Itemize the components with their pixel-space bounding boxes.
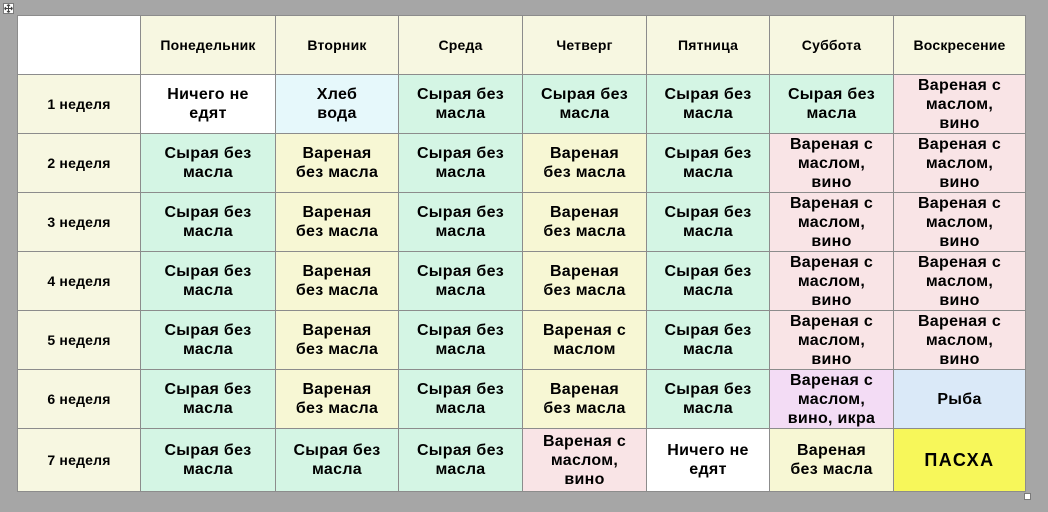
table-row <box>18 134 1026 193</box>
menu-cell-text: Вареная с маслом, вино <box>917 135 1002 191</box>
menu-cell-text: Сырая без масла <box>416 263 505 299</box>
menu-cell[interactable] <box>399 311 523 370</box>
menu-cell[interactable] <box>523 75 647 134</box>
menu-cell[interactable] <box>647 429 770 492</box>
menu-cell[interactable] <box>894 429 1026 492</box>
menu-cell-text: Сырая без масла <box>416 204 505 240</box>
menu-cell[interactable] <box>276 193 399 252</box>
menu-cell-text: Сырая без масла <box>664 145 752 181</box>
menu-cell[interactable] <box>770 311 894 370</box>
day-header-wednesday[interactable]: Среда <box>399 16 523 75</box>
menu-cell-text: Вареная с маслом, вино <box>789 253 874 309</box>
week-label-cell[interactable]: 5 неделя <box>18 311 141 370</box>
week-label-cell[interactable]: 1 неделя <box>18 75 141 134</box>
menu-cell-text: Вареная с маслом, вино <box>917 76 1002 132</box>
menu-cell-text: Сырая без масла <box>164 204 252 240</box>
menu-cell[interactable] <box>523 311 647 370</box>
move-arrows-icon <box>4 4 13 13</box>
menu-cell-text: Сырая без масла <box>664 86 752 122</box>
menu-cell[interactable] <box>276 311 399 370</box>
table-row <box>18 252 1026 311</box>
menu-cell[interactable] <box>141 134 276 193</box>
day-header-tuesday[interactable]: Вторник <box>276 16 399 75</box>
fasting-schedule-table <box>17 15 1026 492</box>
corner-cell[interactable] <box>18 16 141 75</box>
menu-cell[interactable] <box>647 75 770 134</box>
menu-cell[interactable] <box>894 252 1026 311</box>
menu-cell[interactable] <box>894 193 1026 252</box>
menu-cell[interactable] <box>647 311 770 370</box>
menu-cell[interactable] <box>770 252 894 311</box>
menu-cell-text: Сырая без масла <box>664 322 752 358</box>
menu-cell[interactable] <box>276 75 399 134</box>
menu-cell-text: Вареная с маслом, вино <box>917 312 1002 368</box>
menu-cell-text: Вареная без масла <box>295 204 379 240</box>
menu-cell[interactable] <box>523 193 647 252</box>
menu-cell[interactable] <box>770 370 894 429</box>
menu-cell-text: ПАСХА <box>924 449 995 470</box>
menu-cell[interactable] <box>141 370 276 429</box>
menu-cell-text: Вареная без масла <box>295 322 379 358</box>
header-row <box>18 16 1026 75</box>
menu-cell-text: Хлеб вода <box>316 86 358 122</box>
table-row <box>18 370 1026 429</box>
menu-cell[interactable] <box>647 370 770 429</box>
menu-cell[interactable] <box>141 252 276 311</box>
week-label-cell[interactable]: 4 неделя <box>18 252 141 311</box>
menu-cell-text: Сырая без масла <box>664 263 752 299</box>
menu-cell-text: Сырая без масла <box>293 442 381 478</box>
menu-cell-text: Ничего не едят <box>167 86 249 122</box>
menu-cell[interactable] <box>276 134 399 193</box>
table-resize-handle-icon[interactable] <box>1024 493 1031 500</box>
table-row <box>18 429 1026 492</box>
menu-cell[interactable] <box>770 75 894 134</box>
menu-cell[interactable] <box>141 193 276 252</box>
table-row <box>18 311 1026 370</box>
menu-cell-text: Сырая без масла <box>416 442 505 478</box>
menu-cell[interactable] <box>141 75 276 134</box>
menu-cell[interactable] <box>894 134 1026 193</box>
menu-cell[interactable] <box>647 252 770 311</box>
menu-cell-text: Вареная без масла <box>543 204 626 240</box>
menu-cell-text: Сырая без масла <box>416 86 505 122</box>
menu-cell-text: Сырая без масла <box>164 322 252 358</box>
menu-cell-text: Сырая без масла <box>664 204 752 240</box>
menu-cell[interactable] <box>523 370 647 429</box>
day-header-friday[interactable]: Пятница <box>647 16 770 75</box>
table-row <box>18 193 1026 252</box>
menu-cell[interactable] <box>276 252 399 311</box>
menu-cell-text: Сырая без масла <box>416 381 505 417</box>
menu-cell[interactable] <box>523 429 647 492</box>
menu-cell-text: Ничего не едят <box>667 442 749 478</box>
menu-cell[interactable] <box>399 252 523 311</box>
menu-cell-text: Сырая без масла <box>164 145 252 181</box>
menu-cell[interactable] <box>647 193 770 252</box>
menu-cell[interactable] <box>399 134 523 193</box>
menu-cell[interactable] <box>276 370 399 429</box>
menu-cell[interactable] <box>399 193 523 252</box>
menu-cell-text: Рыба <box>937 390 982 408</box>
menu-cell-text: Сырая без масла <box>664 381 752 417</box>
menu-cell-text: Вареная без масла <box>543 145 626 181</box>
day-header-monday[interactable]: Понедельник <box>141 16 276 75</box>
menu-cell-text: Сырая без масла <box>164 263 252 299</box>
menu-cell[interactable] <box>141 429 276 492</box>
menu-cell-text: Сырая без масла <box>540 86 629 122</box>
menu-cell[interactable] <box>894 311 1026 370</box>
menu-cell-text: Вареная без масла <box>295 145 379 181</box>
menu-cell-text: Вареная без масла <box>543 381 626 417</box>
menu-cell-text: Вареная с маслом, вино <box>917 194 1002 250</box>
menu-cell[interactable] <box>399 75 523 134</box>
menu-cell-text: Вареная с маслом, вино <box>789 312 874 368</box>
week-label-cell[interactable]: 6 неделя <box>18 370 141 429</box>
menu-cell[interactable] <box>276 429 399 492</box>
day-header-thursday[interactable]: Четверг <box>523 16 647 75</box>
menu-cell[interactable] <box>647 134 770 193</box>
menu-cell[interactable] <box>770 134 894 193</box>
menu-cell-text: Сырая без масла <box>416 145 505 181</box>
week-label-cell[interactable]: 2 неделя <box>18 134 141 193</box>
menu-cell[interactable] <box>399 429 523 492</box>
menu-cell-text: Сырая без масла <box>416 322 505 358</box>
menu-cell-text: Вареная с маслом, вино <box>789 194 874 250</box>
menu-cell-text: Вареная без масла <box>790 442 873 478</box>
menu-cell[interactable] <box>523 134 647 193</box>
menu-cell-text: Вареная без масла <box>295 381 379 417</box>
menu-cell-text: Вареная с маслом, вино, икра <box>787 371 876 427</box>
menu-cell-text: Вареная с маслом, вино <box>917 253 1002 309</box>
week-label-cell[interactable]: 3 неделя <box>18 193 141 252</box>
menu-cell[interactable] <box>141 311 276 370</box>
menu-cell[interactable] <box>770 429 894 492</box>
menu-cell-text: Сырая без масла <box>787 86 876 122</box>
day-header-sunday[interactable]: Воскресение <box>894 16 1026 75</box>
day-header-saturday[interactable]: Суббота <box>770 16 894 75</box>
menu-cell-text: Вареная с маслом, вино <box>789 135 874 191</box>
menu-cell-text: Сырая без масла <box>164 381 252 417</box>
menu-cell[interactable] <box>894 75 1026 134</box>
menu-cell-text: Вареная с маслом, вино <box>542 432 627 488</box>
menu-cell[interactable] <box>399 370 523 429</box>
week-label-cell[interactable]: 7 неделя <box>18 429 141 492</box>
menu-cell[interactable] <box>770 193 894 252</box>
table-move-handle-icon[interactable] <box>3 3 14 14</box>
menu-cell-text: Вареная без масла <box>295 263 379 299</box>
menu-cell-text: Вареная без масла <box>543 263 626 299</box>
menu-cell-text: Сырая без масла <box>164 442 252 478</box>
menu-cell-text: Вареная с маслом <box>542 322 627 358</box>
menu-cell[interactable] <box>523 252 647 311</box>
table-row <box>18 75 1026 134</box>
menu-cell[interactable] <box>894 370 1026 429</box>
